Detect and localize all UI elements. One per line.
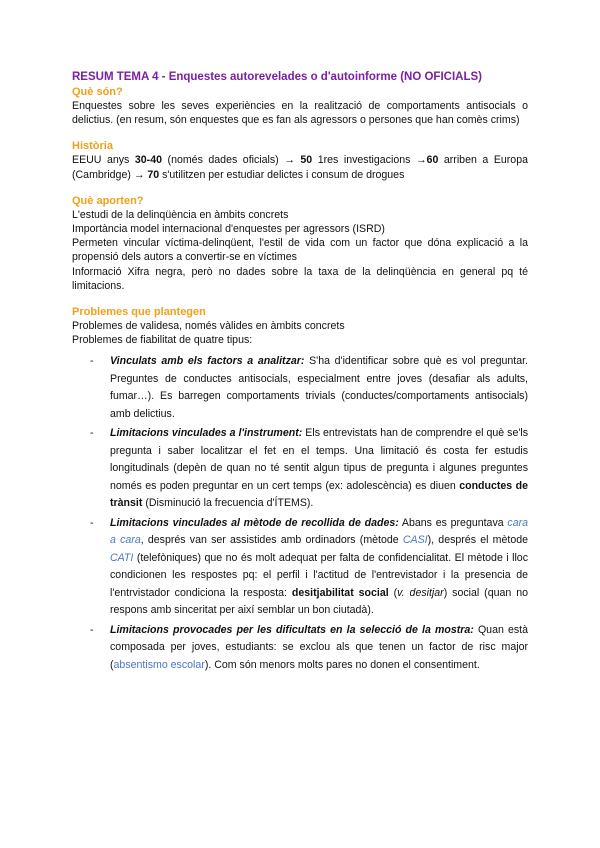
que-son-text: Enquestes sobre les seves experiències en la realització de comportaments antisocials o delictius. (en resum, són enquestes que es fan als agressors o persones que han comès crims) (72, 100, 528, 127)
list-item-bold: conductes de trànsit (110, 479, 528, 510)
section-heading-historia: Història (72, 140, 113, 153)
list-item-heading: Limitacions vinculades a l'instrument: (110, 427, 303, 440)
list-item-text: ), després el mètode (427, 534, 528, 547)
list-dash: - (90, 355, 94, 368)
aporten-item: Informació Xifra negra, però no dades sobre la taxa de la delinqüència en general pq té limitacions. (72, 265, 528, 292)
list-item-text: ). Com són menors molts pares no donen el consentiment. (204, 658, 480, 671)
list-item (72, 622, 528, 675)
historia-year: 50 (300, 154, 313, 167)
problemes-intro: Problemes de validesa, només vàlides en àmbits concrets (72, 320, 345, 333)
list-item-text: Abans es preguntava (398, 516, 508, 529)
list-item-text: , després van ser assistides amb ordinadors (mètode (140, 534, 403, 547)
list-dash: - (90, 623, 94, 636)
list-item-bold: desitjabilitat social (291, 586, 389, 599)
aporten-item: Importància model internacional d'enquestes per agressors (ISRD) (72, 223, 385, 236)
section-heading-que-son: Què són? (72, 86, 123, 98)
historia-text (72, 153, 528, 181)
list-item-text: ( (388, 586, 398, 599)
list-item-highlight: cara a cara (110, 516, 528, 547)
list-dash: - (90, 516, 94, 529)
list-item-italic: v. desitjar (397, 586, 444, 599)
list-dash: - (90, 427, 94, 440)
list-item (72, 515, 528, 620)
problemes-list (72, 353, 528, 674)
list-item-text: ) social (quan no respons amb sinceritat per així semblar un bon ciutadà). (110, 586, 528, 617)
aporten-item: L'estudi de la delinqüència en àmbits concrets (72, 208, 289, 221)
historia-part: s'utilitzen per estudiar delictes i consum de drogues (159, 168, 405, 181)
list-item-text: Quan està composada per joves, estudiants: se exclou als que tenen un factor de risc major ( (110, 623, 529, 671)
document-title: RESUM TEMA 4 - Enquestes autorevelades o d'autoinforme (NO OFICIALS) (72, 71, 482, 83)
list-item-heading: Limitacions vinculades al mètode de recollida de dades: (110, 516, 399, 529)
list-item-highlight: CATI (110, 551, 134, 564)
historia-year: 60 (426, 154, 439, 167)
section-heading-que-aporten: Què aporten? (72, 194, 144, 207)
problemes-intro: Problemes de fiabilitat de quatre tipus: (72, 334, 253, 347)
list-item (72, 353, 528, 423)
historia-year: 70 (147, 168, 160, 181)
list-item-text: S'ha d'identificar sobre què es vol preguntar. Preguntes de conductes antisocials, especialment entre joves (desafiar als adults, fumar…). Es barregen comportaments trivials (conductes/comportaments antisocials) amb delictius. (110, 355, 528, 420)
historia-part: (només dades oficials) → (162, 154, 301, 167)
historia-part: 1res investigacions → (312, 154, 427, 167)
historia-year: 30-40 (134, 154, 162, 167)
document-page (72, 70, 528, 676)
section-heading-problemes: Problemes que plantegen (72, 306, 206, 319)
list-item (72, 425, 528, 513)
historia-part: arriben a Europa (Cambridge) → (72, 154, 528, 181)
list-item-text: Els entrevistats han de comprendre el què se'ls pregunta i saber localitzar el fet en el temps. Una limitació és costa fer estudis longitudinals (depèn de quan no té sentit algun tipus de pregunta i algunes preguntes només es poden preguntar en un cert temps (ex: adolescència) es diuen (110, 427, 529, 492)
list-item-text: (telefòniques) que no és molt adequat per falta de confidencialitat. El mètode i lloc condicionen les respostes pq: el perfil i l'actitud de l'entrevistador i la presencia de l'entrvistador condiciona la resposta: (110, 551, 528, 599)
list-item-text: (Disminució la frecuencia d'ÍTEMS). (142, 497, 314, 510)
list-item-highlight: absentismo escolar (113, 658, 205, 671)
historia-part: EEUU anys (72, 154, 135, 167)
aporten-item: Permeten vincular víctima-delinqüent, l'estil de vida com un factor que dóna explicació a la propensió dels autors a convertir-se en víctimes (72, 237, 528, 264)
list-item-heading: Limitacions provocades per les dificultats en la selecció de la mostra: (110, 623, 474, 636)
list-item-heading: Vinculats amb els factors a analitzar: (110, 355, 305, 368)
list-item-highlight: CASI (402, 534, 428, 547)
